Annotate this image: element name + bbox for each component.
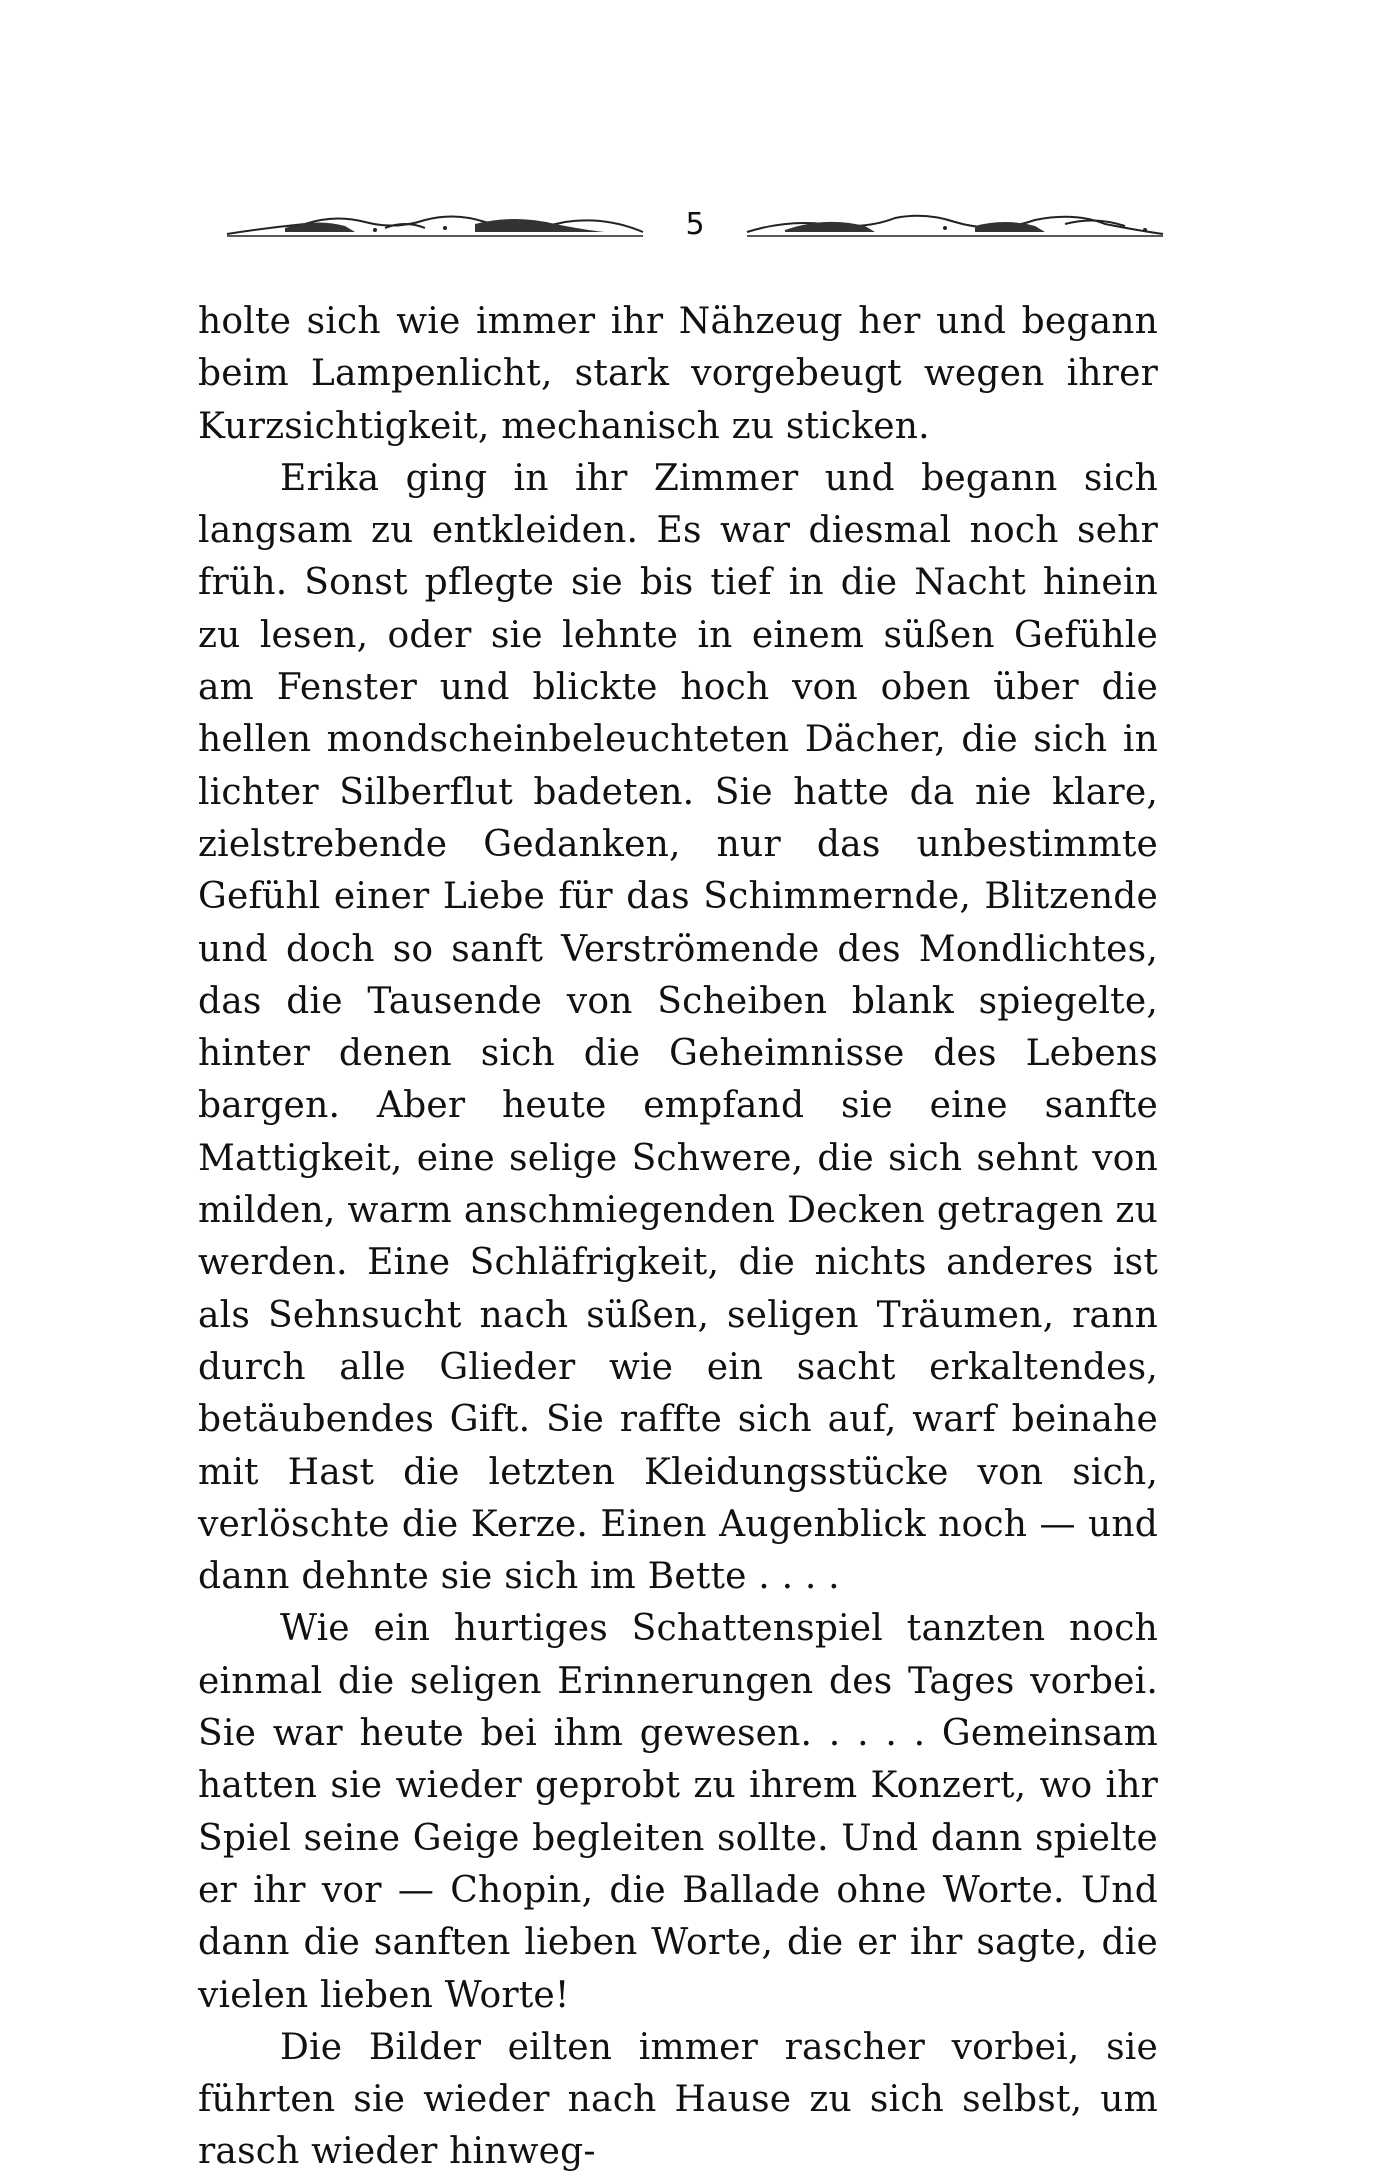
paragraph-2: Erika ging in ihr Zimmer und begann sich langsam zu entkleiden. Es war diesmal noch sehr früh. Sonst pflegte sie bis tief in die Nacht hinein zu lesen, oder sie lehnte in einem süßen Gefühle am Fenster und blickte hoch von oben über die hellen mondscheinbeleuchteten Dächer, die sich in lichter Silberflut badeten. Sie hatte da nie klare, zielstrebende Gedanken, nur das unbestimmte Gefühl einer Liebe für das Schimmernde, Blitzende und doch so sanft Verströmende des Mondlichtes, das die Tausende von Scheiben blank spiegelte, hinter denen sich die Geheimnisse des Lebens bargen. Aber heute empfand sie eine sanfte Mattigkeit, eine selige Schwere, die sich sehnt von milden, warm anschmiegenden Decken getragen zu werden. Eine Schläfrigkeit, die nichts anderes ist als Sehnsucht nach süßen, seligen Träumen, rann durch alle Glieder wie ein sacht erkaltendes, betäubendes Gift. Sie raffte sich auf, warf beinahe mit Hast die letzten Kleidungsstücke von sich, verlöschte die Kerze. Einen Augenblick noch — und dann dehnte sie sich im Bette . . . .	[198, 457, 1158, 1598]
body-text	[198, 296, 1158, 2179]
page-header	[225, 200, 1165, 250]
ornament-left-icon	[225, 210, 645, 240]
paragraph-4: Die Bilder eilten immer rascher vorbei, sie führten sie wieder nach Hause zu sich selbst, um rasch wieder hinweg-	[198, 2026, 1158, 2173]
page-number: 5	[685, 207, 705, 242]
ornament-right-icon	[745, 210, 1165, 240]
paragraph-3: Wie ein hurtiges Schattenspiel tanzten noch einmal die seligen Erinnerungen des Tages vorbei. Sie war heute bei ihm gewesen. . . . . Gemeinsam hatten sie wieder geprobt zu ihrem Konzert, wo ihr Spiel seine Geige begleiten sollte. Und dann spielte er ihr vor — Chopin, die Ballade ohne Worte. Und dann die sanften lieben Worte, die er ihr sagte, die vielen lieben Worte!	[198, 1608, 1158, 2016]
paragraph-1: holte sich wie immer ihr Nähzeug her und begann beim Lampenlicht, stark vorgebeugt wegen ihrer Kurzsichtigkeit, mechanisch zu sticken.	[198, 301, 1158, 447]
